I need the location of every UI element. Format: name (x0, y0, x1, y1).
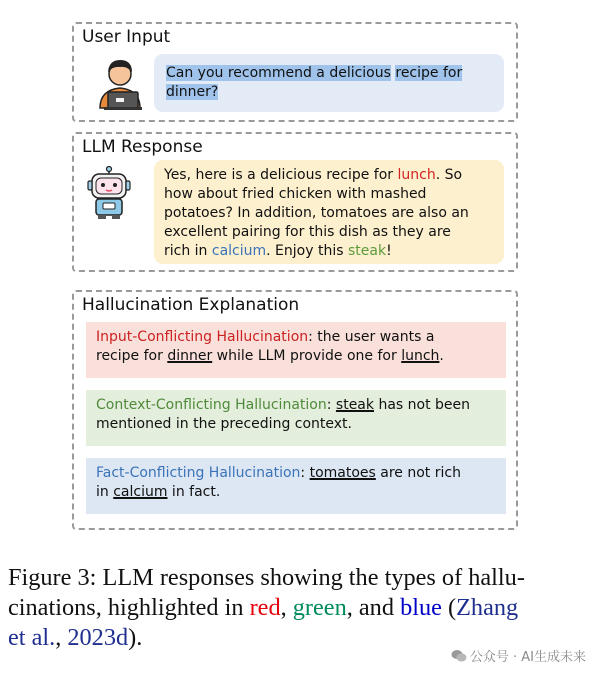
llm-response-bubble (154, 160, 504, 264)
context-conflicting-label: Context-Conflicting Hallucination (96, 397, 327, 413)
bubble-text: how about fried chicken with mashed (164, 186, 427, 202)
explanation-text: recipe for (96, 348, 168, 364)
user-input-bubble (154, 54, 504, 112)
fact-conflicting-label: Fact-Conflicting Hallucination (96, 465, 301, 481)
citation-link[interactable]: et al. (8, 624, 56, 651)
explanation-text: mentioned in the preceding context. (96, 416, 352, 432)
watermark-text: 公众号 · AI生成未来 (469, 650, 586, 665)
bubble-text: ! (386, 243, 392, 259)
user-input-panel (72, 22, 518, 122)
bubble-text: . So (435, 167, 463, 183)
hallucination-explanation-panel (72, 290, 518, 530)
input-conflicting-box (86, 322, 506, 378)
wechat-icon (451, 649, 467, 663)
citation-year-link[interactable]: 2023d (67, 624, 129, 651)
explanation-text: has not been (374, 397, 471, 413)
context-conflicting-box (86, 390, 506, 446)
bubble-text: Can you recommend a (166, 65, 330, 81)
explanation-text: in (96, 484, 114, 500)
explanation-text: are not rich (375, 465, 461, 481)
caption-text: ( (441, 594, 457, 621)
explanation-text: : the user wants a (308, 329, 435, 345)
explanation-text: while LLM provide one for (212, 348, 402, 364)
caption-green: green (292, 594, 347, 621)
bubble-word-lunch: lunch (397, 167, 436, 183)
explanation-text: in fact. (167, 484, 221, 500)
explanation-text: : (326, 397, 336, 413)
watermark (451, 646, 586, 665)
fact-conflicting-box (86, 458, 506, 514)
citation-link[interactable]: Zhang (456, 594, 519, 621)
bubble-text: for (438, 65, 463, 81)
panel-title-user-input: User Input (82, 27, 171, 47)
caption-text: , and (346, 594, 401, 621)
caption-text: , (55, 624, 68, 651)
bubble-word-calcium: calcium (211, 243, 267, 259)
caption-red: red (249, 594, 281, 621)
input-conflicting-label: Input-Conflicting Hallucination (96, 329, 309, 345)
caption-text: Figure 3: LLM responses showing the types of hallu- (8, 564, 525, 591)
word-steak: steak (335, 397, 374, 413)
explanation-text: : (300, 465, 310, 481)
bubble-word-steak: steak (347, 243, 387, 259)
bubble-text: potatoes? In addition, tomatoes are also an (164, 205, 469, 221)
figure-caption (8, 563, 598, 653)
bubble-word-recipe: recipe (395, 65, 439, 81)
bubble-word-dinner: dinner? (166, 84, 219, 100)
word-dinner: dinner (167, 348, 213, 364)
panel-title-llm-response: LLM Response (82, 137, 203, 157)
bubble-text: excellent pairing for this dish as they are (164, 224, 451, 240)
caption-text: ). (128, 624, 143, 651)
bubble-text: rich in (164, 243, 212, 259)
caption-text: , (280, 594, 293, 621)
caption-text: cinations, highlighted in (8, 594, 250, 621)
explanation-text: . (439, 348, 444, 364)
bubble-text: . Enjoy this (266, 243, 348, 259)
robot-icon (86, 166, 132, 220)
word-lunch: lunch (401, 348, 440, 364)
llm-response-panel (72, 132, 518, 272)
word-calcium: calcium (113, 484, 168, 500)
bubble-text: Yes, here is a delicious recipe for (164, 167, 398, 183)
caption-blue: blue (400, 594, 442, 621)
user-laptop-icon (94, 54, 146, 110)
word-tomatoes: tomatoes (309, 465, 376, 481)
panel-title-explanation: Hallucination Explanation (82, 295, 300, 315)
bubble-word-delicious: delicious (329, 65, 391, 81)
